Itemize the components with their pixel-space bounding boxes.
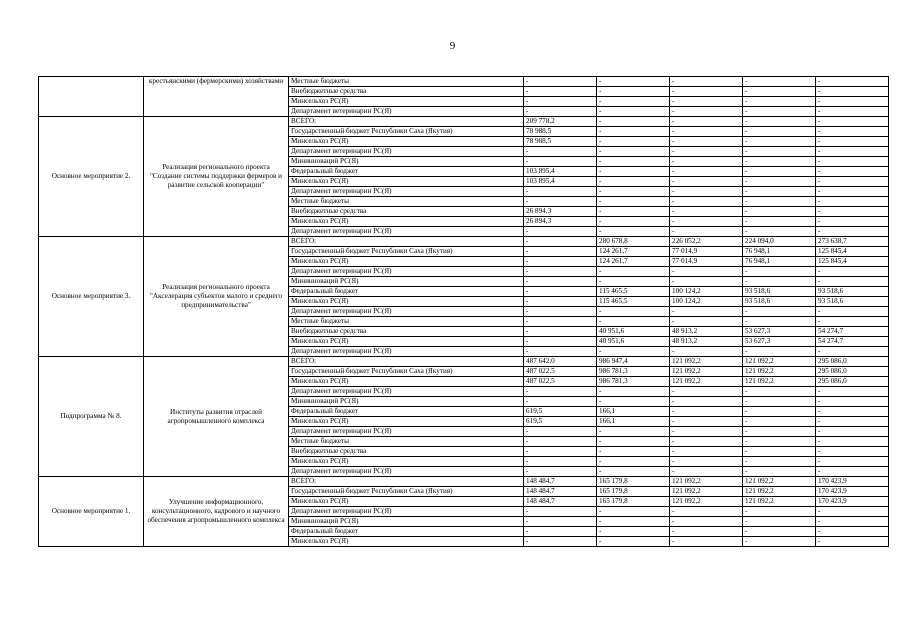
description-cell: Институты развития отраслей агропромышленного комплекса xyxy=(144,357,289,477)
value-cell-year-4: - xyxy=(743,437,816,447)
value-cell-year-1: - xyxy=(524,287,597,297)
value-cell-year-4: - xyxy=(743,157,816,167)
value-cell-year-3: - xyxy=(670,207,743,217)
funding-source-cell: Мининноваций РС(Я) xyxy=(289,517,524,527)
value-cell-year-4: 93 518,6 xyxy=(743,287,816,297)
value-cell-year-4: - xyxy=(743,87,816,97)
value-cell-year-2: 165 179,8 xyxy=(597,487,670,497)
value-cell-year-2: 124 261,7 xyxy=(597,257,670,267)
value-cell-year-1: - xyxy=(524,237,597,247)
table-row xyxy=(39,357,889,367)
value-cell-year-1: 487 642,0 xyxy=(524,357,597,367)
value-cell-year-4: - xyxy=(743,267,816,277)
value-cell-year-4: 121 092,2 xyxy=(743,377,816,387)
value-cell-year-2: - xyxy=(597,427,670,437)
value-cell-year-3: - xyxy=(670,87,743,97)
funding-source-cell: Внебюджетные средства xyxy=(289,327,524,337)
value-cell-year-3: - xyxy=(670,117,743,127)
value-cell-year-3: 100 124,2 xyxy=(670,287,743,297)
value-cell-year-5: - xyxy=(816,507,889,517)
value-cell-year-2: - xyxy=(597,537,670,547)
value-cell-year-2: 166,1 xyxy=(597,417,670,427)
value-cell-year-3: 48 913,2 xyxy=(670,327,743,337)
description-cell: Улучшение информационного, консультационного, кадрового и научного обеспечения агропромышленного комплекса xyxy=(144,477,289,547)
value-cell-year-4: - xyxy=(743,537,816,547)
value-cell-year-2: 166,1 xyxy=(597,407,670,417)
value-cell-year-1: - xyxy=(524,427,597,437)
value-cell-year-2: 115 465,5 xyxy=(597,287,670,297)
value-cell-year-1: - xyxy=(524,247,597,257)
value-cell-year-4: - xyxy=(743,177,816,187)
value-cell-year-4: - xyxy=(743,417,816,427)
value-cell-year-4: - xyxy=(743,227,816,237)
value-cell-year-1: - xyxy=(524,517,597,527)
funding-source-cell: Федеральный бюджет xyxy=(289,527,524,537)
value-cell-year-2: - xyxy=(597,147,670,157)
value-cell-year-4: 121 092,2 xyxy=(743,367,816,377)
value-cell-year-2: - xyxy=(597,187,670,197)
value-cell-year-4: - xyxy=(743,167,816,177)
value-cell-year-2: - xyxy=(597,437,670,447)
funding-source-cell: Федеральный бюджет xyxy=(289,407,524,417)
value-cell-year-5: - xyxy=(816,227,889,237)
value-cell-year-3: 48 913,2 xyxy=(670,337,743,347)
value-cell-year-1: - xyxy=(524,147,597,157)
funding-source-cell: Внебюджетные средства xyxy=(289,207,524,217)
value-cell-year-2: - xyxy=(597,527,670,537)
value-cell-year-1: - xyxy=(524,527,597,537)
value-cell-year-2: - xyxy=(597,177,670,187)
value-cell-year-4: - xyxy=(743,147,816,157)
funding-source-cell: Минсельхоз РС(Я) xyxy=(289,177,524,187)
value-cell-year-5: 170 423,9 xyxy=(816,487,889,497)
funding-source-cell: Департамент ветеринарии РС(Я) xyxy=(289,187,524,197)
funding-source-cell: Местные бюджеты xyxy=(289,437,524,447)
value-cell-year-5: 54 274,7 xyxy=(816,337,889,347)
value-cell-year-2: - xyxy=(597,277,670,287)
value-cell-year-5: - xyxy=(816,427,889,437)
funding-source-cell: Минсельхоз РС(Я) xyxy=(289,417,524,427)
value-cell-year-2: - xyxy=(597,127,670,137)
value-cell-year-1: - xyxy=(524,197,597,207)
funding-source-cell: Государственный бюджет Республики Саха (Якутия) xyxy=(289,367,524,377)
value-cell-year-5: - xyxy=(816,277,889,287)
value-cell-year-5: - xyxy=(816,517,889,527)
value-cell-year-4: - xyxy=(743,107,816,117)
value-cell-year-3: - xyxy=(670,397,743,407)
value-cell-year-5: 295 086,0 xyxy=(816,367,889,377)
value-cell-year-4: - xyxy=(743,127,816,137)
value-cell-year-4: - xyxy=(743,427,816,437)
funding-source-cell: Минсельхоз РС(Я) xyxy=(289,297,524,307)
value-cell-year-2: 40 951,6 xyxy=(597,327,670,337)
value-cell-year-2: - xyxy=(597,167,670,177)
value-cell-year-4: - xyxy=(743,187,816,197)
value-cell-year-2: - xyxy=(597,397,670,407)
value-cell-year-4: 121 092,2 xyxy=(743,487,816,497)
funding-source-cell: Минсельхоз РС(Я) xyxy=(289,217,524,227)
value-cell-year-4: 76 948,1 xyxy=(743,247,816,257)
value-cell-year-2: - xyxy=(597,157,670,167)
value-cell-year-5: - xyxy=(816,407,889,417)
value-cell-year-4: - xyxy=(743,457,816,467)
value-cell-year-5: - xyxy=(816,127,889,137)
value-cell-year-4: 93 518,6 xyxy=(743,297,816,307)
value-cell-year-5: - xyxy=(816,347,889,357)
funding-source-cell: Местные бюджеты xyxy=(289,317,524,327)
value-cell-year-1: 148 484,7 xyxy=(524,477,597,487)
value-cell-year-3: 121 092,2 xyxy=(670,377,743,387)
value-cell-year-1: - xyxy=(524,467,597,477)
value-cell-year-3: 77 014,9 xyxy=(670,247,743,257)
value-cell-year-2: - xyxy=(597,227,670,237)
value-cell-year-4: - xyxy=(743,217,816,227)
value-cell-year-1: - xyxy=(524,257,597,267)
value-cell-year-1: - xyxy=(524,397,597,407)
value-cell-year-3: - xyxy=(670,217,743,227)
value-cell-year-3: - xyxy=(670,387,743,397)
funding-source-cell: ВСЕГО: xyxy=(289,237,524,247)
value-cell-year-4: - xyxy=(743,117,816,127)
funding-source-cell: Минсельхоз РС(Я) xyxy=(289,537,524,547)
value-cell-year-1: - xyxy=(524,227,597,237)
value-cell-year-5: 54 274,7 xyxy=(816,327,889,337)
value-cell-year-2: - xyxy=(597,517,670,527)
funding-source-cell: Департамент ветеринарии РС(Я) xyxy=(289,467,524,477)
value-cell-year-5: - xyxy=(816,457,889,467)
value-cell-year-5: 273 638,7 xyxy=(816,237,889,247)
value-cell-year-5: - xyxy=(816,157,889,167)
value-cell-year-3: - xyxy=(670,407,743,417)
value-cell-year-3: - xyxy=(670,77,743,87)
value-cell-year-5: 295 086,0 xyxy=(816,357,889,367)
funding-source-cell: Мининноваций РС(Я) xyxy=(289,277,524,287)
value-cell-year-3: - xyxy=(670,127,743,137)
value-cell-year-1: - xyxy=(524,97,597,107)
funding-source-cell: Департамент ветеринарии РС(Я) xyxy=(289,507,524,517)
value-cell-year-2: - xyxy=(597,317,670,327)
measure-cell xyxy=(39,77,144,117)
measure-cell: Основное мероприятие 1. xyxy=(39,477,144,547)
value-cell-year-2: 165 179,8 xyxy=(597,497,670,507)
funding-source-cell: Минсельхоз РС(Я) xyxy=(289,257,524,267)
value-cell-year-2: - xyxy=(597,207,670,217)
value-cell-year-1: 103 895,4 xyxy=(524,167,597,177)
funding-source-cell: Департамент ветеринарии РС(Я) xyxy=(289,307,524,317)
value-cell-year-1: - xyxy=(524,327,597,337)
funding-source-cell: ВСЕГО: xyxy=(289,117,524,127)
value-cell-year-3: 121 092,2 xyxy=(670,497,743,507)
value-cell-year-4: - xyxy=(743,387,816,397)
funding-table xyxy=(38,76,889,547)
value-cell-year-5: - xyxy=(816,107,889,117)
value-cell-year-3: - xyxy=(670,147,743,157)
value-cell-year-2: - xyxy=(597,197,670,207)
value-cell-year-1: - xyxy=(524,77,597,87)
value-cell-year-5: - xyxy=(816,117,889,127)
value-cell-year-3: 121 092,2 xyxy=(670,367,743,377)
description-cell: Реализация регионального проекта "Акселерация субъектов малого и среднего предпринимательства" xyxy=(144,237,289,357)
value-cell-year-5: - xyxy=(816,467,889,477)
funding-source-cell: Минсельхоз РС(Я) xyxy=(289,457,524,467)
value-cell-year-5: - xyxy=(816,207,889,217)
value-cell-year-3: - xyxy=(670,437,743,447)
value-cell-year-3: - xyxy=(670,527,743,537)
value-cell-year-4: 53 627,3 xyxy=(743,327,816,337)
value-cell-year-1: - xyxy=(524,457,597,467)
funding-source-cell: Департамент ветеринарии РС(Я) xyxy=(289,227,524,237)
value-cell-year-5: - xyxy=(816,177,889,187)
value-cell-year-3: - xyxy=(670,197,743,207)
value-cell-year-2: 115 465,5 xyxy=(597,297,670,307)
value-cell-year-5: - xyxy=(816,147,889,157)
value-cell-year-4: 121 092,2 xyxy=(743,477,816,487)
value-cell-year-5: - xyxy=(816,417,889,427)
value-cell-year-2: - xyxy=(597,77,670,87)
value-cell-year-4: - xyxy=(743,527,816,537)
value-cell-year-3: 121 092,2 xyxy=(670,357,743,367)
value-cell-year-5: 93 518,6 xyxy=(816,287,889,297)
value-cell-year-4: 76 948,1 xyxy=(743,257,816,267)
funding-source-cell: Мининноваций РС(Я) xyxy=(289,157,524,167)
value-cell-year-3: - xyxy=(670,347,743,357)
value-cell-year-3: - xyxy=(670,507,743,517)
funding-source-cell: Департамент ветеринарии РС(Я) xyxy=(289,267,524,277)
value-cell-year-1: 148 484,7 xyxy=(524,487,597,497)
value-cell-year-3: - xyxy=(670,517,743,527)
value-cell-year-4: - xyxy=(743,307,816,317)
value-cell-year-2: - xyxy=(597,217,670,227)
funding-source-cell: Департамент ветеринарии РС(Я) xyxy=(289,347,524,357)
table-row xyxy=(39,237,889,247)
value-cell-year-3: - xyxy=(670,427,743,437)
value-cell-year-4: - xyxy=(743,447,816,457)
value-cell-year-2: 986 781,3 xyxy=(597,377,670,387)
value-cell-year-1: - xyxy=(524,267,597,277)
value-cell-year-5: 170 423,9 xyxy=(816,477,889,487)
value-cell-year-1: - xyxy=(524,447,597,457)
value-cell-year-2: - xyxy=(597,267,670,277)
value-cell-year-2: - xyxy=(597,457,670,467)
value-cell-year-2: - xyxy=(597,387,670,397)
funding-source-cell: Минсельхоз РС(Я) xyxy=(289,97,524,107)
value-cell-year-4: - xyxy=(743,407,816,417)
value-cell-year-5: - xyxy=(816,527,889,537)
value-cell-year-1: 148 484,7 xyxy=(524,497,597,507)
value-cell-year-3: - xyxy=(670,417,743,427)
value-cell-year-5: - xyxy=(816,197,889,207)
value-cell-year-2: - xyxy=(597,117,670,127)
value-cell-year-4: - xyxy=(743,207,816,217)
value-cell-year-2: 280 678,8 xyxy=(597,237,670,247)
value-cell-year-5: - xyxy=(816,397,889,407)
funding-source-cell: Департамент ветеринарии РС(Я) xyxy=(289,387,524,397)
value-cell-year-4: - xyxy=(743,517,816,527)
funding-source-cell: Департамент ветеринарии РС(Я) xyxy=(289,107,524,117)
value-cell-year-4: - xyxy=(743,137,816,147)
value-cell-year-3: 121 092,2 xyxy=(670,487,743,497)
value-cell-year-1: - xyxy=(524,107,597,117)
funding-source-cell: Государственный бюджет Республики Саха (Якутия) xyxy=(289,127,524,137)
value-cell-year-2: - xyxy=(597,137,670,147)
value-cell-year-4: 53 627,3 xyxy=(743,337,816,347)
value-cell-year-3: 77 014,9 xyxy=(670,257,743,267)
value-cell-year-1: - xyxy=(524,537,597,547)
value-cell-year-1: 78 988,5 xyxy=(524,137,597,147)
value-cell-year-4: - xyxy=(743,507,816,517)
value-cell-year-1: - xyxy=(524,507,597,517)
value-cell-year-3: - xyxy=(670,137,743,147)
measure-cell: Основное мероприятие 3. xyxy=(39,237,144,357)
value-cell-year-1: - xyxy=(524,387,597,397)
value-cell-year-3: - xyxy=(670,537,743,547)
value-cell-year-5: - xyxy=(816,217,889,227)
value-cell-year-5: - xyxy=(816,317,889,327)
value-cell-year-3: - xyxy=(670,227,743,237)
value-cell-year-1: - xyxy=(524,337,597,347)
value-cell-year-4: - xyxy=(743,197,816,207)
value-cell-year-1: - xyxy=(524,297,597,307)
value-cell-year-4: - xyxy=(743,467,816,477)
description-cell: Реализация регионального проекта "Создание системы поддержки фермеров и развитие сельской кооперации" xyxy=(144,117,289,237)
value-cell-year-5: - xyxy=(816,387,889,397)
value-cell-year-3: - xyxy=(670,307,743,317)
value-cell-year-5: 125 845,4 xyxy=(816,257,889,267)
value-cell-year-4: 121 092,2 xyxy=(743,497,816,507)
value-cell-year-3: - xyxy=(670,467,743,477)
value-cell-year-5: - xyxy=(816,87,889,97)
funding-source-cell: Департамент ветеринарии РС(Я) xyxy=(289,147,524,157)
funding-source-cell: ВСЕГО: xyxy=(289,477,524,487)
value-cell-year-2: 986 947,4 xyxy=(597,357,670,367)
funding-source-cell: Минсельхоз РС(Я) xyxy=(289,337,524,347)
value-cell-year-3: - xyxy=(670,317,743,327)
value-cell-year-1: - xyxy=(524,307,597,317)
value-cell-year-1: 487 022,5 xyxy=(524,367,597,377)
table-row xyxy=(39,77,889,87)
value-cell-year-2: - xyxy=(597,507,670,517)
value-cell-year-3: - xyxy=(670,277,743,287)
value-cell-year-2: - xyxy=(597,87,670,97)
value-cell-year-4: - xyxy=(743,347,816,357)
measure-cell: Основное мероприятие 2. xyxy=(39,117,144,237)
value-cell-year-3: - xyxy=(670,97,743,107)
value-cell-year-3: - xyxy=(670,447,743,457)
value-cell-year-3: - xyxy=(670,167,743,177)
table-row xyxy=(39,117,889,127)
value-cell-year-2: - xyxy=(597,447,670,457)
value-cell-year-5: 170 423,9 xyxy=(816,497,889,507)
value-cell-year-2: - xyxy=(597,107,670,117)
value-cell-year-5: - xyxy=(816,97,889,107)
value-cell-year-1: 26 894,3 xyxy=(524,217,597,227)
funding-source-cell: Местные бюджеты xyxy=(289,77,524,87)
value-cell-year-1: - xyxy=(524,277,597,287)
value-cell-year-1: 209 778,2 xyxy=(524,117,597,127)
table-row xyxy=(39,477,889,487)
value-cell-year-5: - xyxy=(816,137,889,147)
value-cell-year-2: - xyxy=(597,347,670,357)
value-cell-year-3: - xyxy=(670,177,743,187)
value-cell-year-5: - xyxy=(816,447,889,457)
funding-source-cell: Внебюджетные средства xyxy=(289,87,524,97)
value-cell-year-1: - xyxy=(524,87,597,97)
value-cell-year-2: - xyxy=(597,307,670,317)
description-cell: крестьянскими (фермерскими) хозяйствами xyxy=(144,77,289,117)
value-cell-year-5: 93 518,6 xyxy=(816,297,889,307)
funding-source-cell: Мининноваций РС(Я) xyxy=(289,397,524,407)
value-cell-year-3: - xyxy=(670,457,743,467)
funding-source-cell: ВСЕГО: xyxy=(289,357,524,367)
funding-source-cell: Государственный бюджет Республики Саха (Якутия) xyxy=(289,487,524,497)
value-cell-year-1: - xyxy=(524,317,597,327)
value-cell-year-3: - xyxy=(670,107,743,117)
value-cell-year-3: 121 092,2 xyxy=(670,477,743,487)
value-cell-year-3: - xyxy=(670,187,743,197)
funding-source-cell: Федеральный бюджет xyxy=(289,167,524,177)
value-cell-year-2: 986 781,3 xyxy=(597,367,670,377)
measure-cell: Подпрограмма № 8. xyxy=(39,357,144,477)
value-cell-year-2: 40 951,6 xyxy=(597,337,670,347)
value-cell-year-2: 165 179,8 xyxy=(597,477,670,487)
value-cell-year-5: 125 845,4 xyxy=(816,247,889,257)
value-cell-year-4: - xyxy=(743,277,816,287)
value-cell-year-3: 100 124,2 xyxy=(670,297,743,307)
funding-source-cell: Минсельхоз РС(Я) xyxy=(289,497,524,507)
value-cell-year-4: - xyxy=(743,77,816,87)
value-cell-year-4: - xyxy=(743,97,816,107)
value-cell-year-1: - xyxy=(524,347,597,357)
funding-source-cell: Минсельхоз РС(Я) xyxy=(289,137,524,147)
funding-source-cell: Федеральный бюджет xyxy=(289,287,524,297)
value-cell-year-4: - xyxy=(743,397,816,407)
value-cell-year-1: 619,5 xyxy=(524,417,597,427)
value-cell-year-1: - xyxy=(524,437,597,447)
value-cell-year-5: - xyxy=(816,77,889,87)
value-cell-year-3: - xyxy=(670,267,743,277)
funding-source-cell: Минсельхоз РС(Я) xyxy=(289,377,524,387)
page-number: 9 xyxy=(449,40,456,52)
value-cell-year-2: - xyxy=(597,467,670,477)
value-cell-year-5: - xyxy=(816,307,889,317)
value-cell-year-5: - xyxy=(816,437,889,447)
value-cell-year-1: 487 022,5 xyxy=(524,377,597,387)
value-cell-year-4: 224 094,0 xyxy=(743,237,816,247)
funding-source-cell: Департамент ветеринарии РС(Я) xyxy=(289,427,524,437)
value-cell-year-2: 124 261,7 xyxy=(597,247,670,257)
value-cell-year-4: - xyxy=(743,317,816,327)
value-cell-year-1: 78 988,5 xyxy=(524,127,597,137)
value-cell-year-1: 619,5 xyxy=(524,407,597,417)
value-cell-year-1: - xyxy=(524,187,597,197)
value-cell-year-5: - xyxy=(816,187,889,197)
value-cell-year-3: 226 052,2 xyxy=(670,237,743,247)
value-cell-year-2: - xyxy=(597,97,670,107)
value-cell-year-5: - xyxy=(816,167,889,177)
value-cell-year-1: 103 895,4 xyxy=(524,177,597,187)
value-cell-year-5: - xyxy=(816,267,889,277)
value-cell-year-1: - xyxy=(524,157,597,167)
funding-source-cell: Местные бюджеты xyxy=(289,197,524,207)
value-cell-year-3: - xyxy=(670,157,743,167)
value-cell-year-5: 295 086,0 xyxy=(816,377,889,387)
value-cell-year-1: 26 894,3 xyxy=(524,207,597,217)
value-cell-year-5: - xyxy=(816,537,889,547)
value-cell-year-4: 121 092,2 xyxy=(743,357,816,367)
funding-source-cell: Государственный бюджет Республики Саха (Якутия) xyxy=(289,247,524,257)
funding-source-cell: Внебюджетные средства xyxy=(289,447,524,457)
